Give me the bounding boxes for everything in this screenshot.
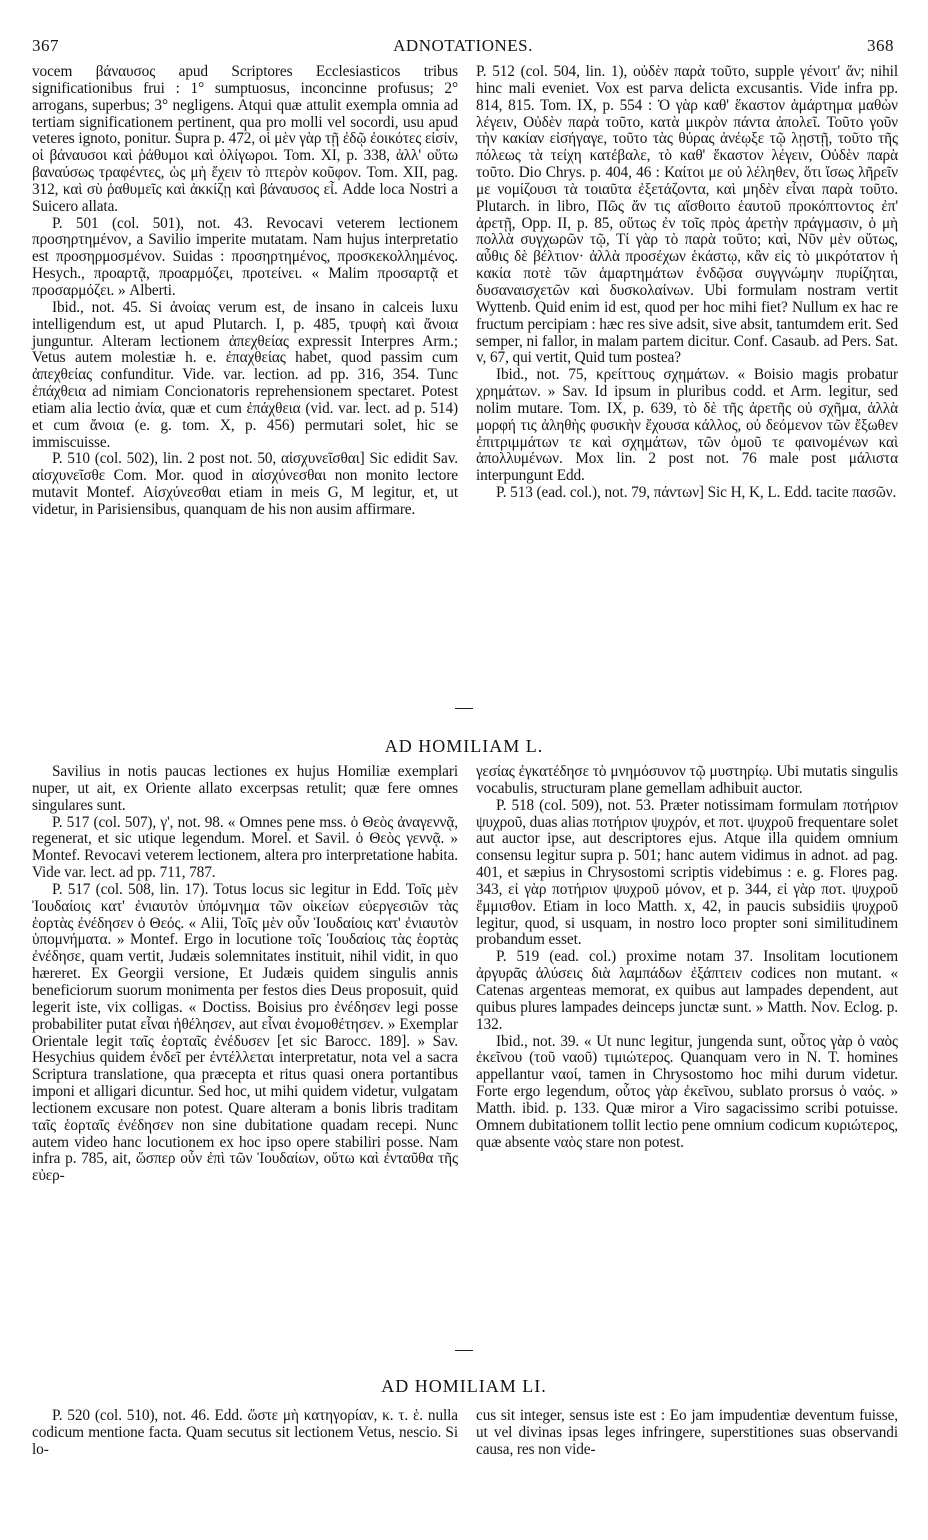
- section2-right-column: [476, 764, 898, 1151]
- paragraph: P. 519 (ead. col.) proxime notam 37. Insolitam locutionem ἀργυρᾶς ἁλύσεις διὰ λαμπάδων ἐξάπτειν codices non mutant. « Catenas argenteas memorat, ex quibus aut lampades dependent, aut quibus plures lampades deinceps junctæ sunt. » Matth. Nov. Eclog. p. 132.: [476, 948, 898, 1033]
- section-heading-homily-51: AD HOMILIAM LI.: [381, 1376, 547, 1396]
- section1-left-column: [32, 64, 458, 519]
- paragraph: P. 517 (col. 508, lin. 17). Totus locus sic legitur in Edd. Τοῖς μὲν Ἰουδαίοις κατ' ἐνιαυτὸν ὑπόμνημα τῶν οἰκείων εὐεργεσιῶν τὰς ἑορτὰς ἐνέδησεν ὁ Θεός. « Alii, Τοῖς μὲν οὖν Ἰουδαίοις κατ' ἐνιαυτὸν ὑπομνήματα. » Montef. Ergo in locutione τοῖς Ἰουδαίοις τὰς ἑορτὰς ἐνέδησε, quam vertit, Judæis solemnitates instituit, nihil vidit, in quo hæreret. Ex Georgii versione, Et Judæis quidem singulis annis beneficiorum suorum monimenta per festos dies Deus proposuit, quid legerit iste, vix colligas. « Doctiss. Boisius pro ἐνέδησεν legi posse probabiliter putat εἶναι ἠθέλησεν, aut εἶναι ἐνομοθέτησεν. » Exemplar Orientale legit ταῖς ἑορταῖς ἐνέδυσεν [et sic Barocc. 189]. » Sav. Hesychius quidem ἐνδεῖ per ἐντέλλεται interpretatur, nota vel a sacra Scriptura translatione, qua præcepta et ritus quasi onera portantibus imponi et alligari dicuntur. Sed hoc, ut mihi quidem videtur, vulgatam lectionem excusare non potest. Quare alteram a bonis libris traditam ταῖς ἑορταῖς ἐνέδησεν non sine dubitatione quadam recepi. Nunc autem video hanc locutionem ex hoc ipso opere stabiliri posse. Nam infra p. 785, ait, ὥσπερ οὖν ἐπὶ τῶν Ἰουδαίων, οὕτω καὶ ἐνταῦθα τῆς εὐερ-: [32, 880, 458, 1185]
- page-number-left: 367: [32, 36, 59, 55]
- paragraph: vocem βάναυσος apud Scriptores Ecclesiasticos tribus significationibus frui : 1° sumptuosus, inconcinne profusus; 2° arrogans, superbus; 3° negligens. Atqui quæ attulit exempla omnia ad tertiam significationem pertinent, qua pro molli vel socordi, usu apud veteres ignoto, ponitur. Supra p. 472, οἱ μὲν γὰρ τῇ ἐδῷ ἐοικότες εἰσίν, οἱ βάναυσοι καὶ ῥάθυμοι καὶ ὀλίγωροι. Tom. XI, p. 338, ἀλλ' οὕτω βαναύσως τραφέντες, ὡς μὴ ἔχειν τὸ πτερὸν κοῦφον. Tom. XII, pag. 312, καὶ σὺ ῥαθυμεῖς καὶ ἀκκίζῃ καὶ βάναυσος εἶ. Adde loca Nostri a Suicero allata.: [32, 63, 458, 215]
- section-heading-homily-50: AD HOMILIAM L.: [384, 736, 544, 756]
- paragraph: P. 501 (col. 501), not. 43. Revocavi veterem lectionem προσηρτημένον, a Savilio imperite mutatam. Nam hujus interpretatio est προσηρμοσμένον. Suidas : προσηρτημένος, προσκεκολλημένος. Hesych., προαρτᾷ, προαρμόζει, προτείνει. « Malim προσαρτᾷ et προσαρμόζει. » Alberti.: [32, 214, 458, 299]
- section-divider: [455, 1350, 473, 1351]
- running-title: ADNOTATIONES.: [393, 36, 533, 55]
- paragraph: P. 517 (col. 507), γ', not. 98. « Omnes pene mss. ὁ Θεὸς ἀναγεννᾷ, regenerat, et sic utique legendum. Morel. et Savil. ὁ Θεὸς γεννᾷ. » Montef. Revocavi veterem lectionem, altera pro interpretatione habita. Vide var. lect. ad pp. 711, 787.: [32, 813, 458, 882]
- section3-left-column: [32, 1408, 458, 1459]
- page-number-right: 368: [867, 36, 894, 55]
- paragraph: Ibid., not. 45. Si ἀνοίας verum est, de insano in calceis luxu intelligendum est, ut apud Plutarch. I, p. 485, τρυφὴ καὶ ἄνοια junguntur. Alteram lectionem ἀπεχθείας expressit Interpres Arm.; Vetus autem molestiæ h. e. ἐπαχθείας habet, quod passim cum ἀπεχθείας confunditur. Vide. var. lection. ad pp. 316, 354. Tunc ἐπάχθεια ad nimiam Concionatoris reprehensionem spectaret. Potest etiam alia lectio ἀνία, quæ et cum ἐπάχθεια (vid. var. lect. ad p. 514) et cum ἄνοια (e. g. tom. X, p. 456) permutari solet, hic se immiscuisse.: [32, 298, 458, 451]
- paragraph: Savilius in notis paucas lectiones ex hujus Homiliæ exemplari nuper, ut ait, ex Oriente allato excerpsas retulit; quæ fere omnes singulares sunt.: [32, 763, 458, 814]
- paragraph: Ibid., not. 75, κρείττους σχημάτων. « Boisio magis probatur χρημάτων. » Sav. Id ipsum in pluribus codd. et Arm. legitur, sed nolim mutare. Tom. IX, p. 639, τὸ δὲ τῆς ἀρετῆς οὐ σχῆμα, ἀλλὰ μορφή τις ἀληθὴς φυσικὴν ἔχουσα κάλλος, οὐ δεόμενον τῶν ἔξωθεν ἐπιτριμμάτων τε καὶ σχημάτων, τῶν ὁμοῦ τε φαινομένων καὶ ἀπολλυμένων. Mox lin. 2 post not. 76 male post μάλιστα interpungunt Edd.: [476, 366, 898, 485]
- section1-right-column: [476, 64, 898, 502]
- paragraph: γεσίας ἐγκατέδησε τὸ μνημόσυνον τῷ μυστηρίῳ. Ubi mutatis singulis vocabulis, structuram plane gemellam adhibuit auctor.: [476, 763, 898, 797]
- paragraph: Ibid., not. 39. « Ut nunc legitur, jungenda sunt, οὗτος γὰρ ὁ ναὸς ἐκεῖνου (τοῦ ναοῦ) τιμιώτερος. Quanquam vero in N. T. homines appellantur ναοί, tamen in Chrysostomo hoc mihi durum videtur. Forte ergo legendum, οὗτος γὰρ ἐκεῖνου, sublato prorsus ὁ ναός. » Matth. ibid. p. 133. Quæ miror a Viro sagacissimo scribi potuisse. Omnem dubitationem tollit lectio pene omnium codicum κυριώτερος, quæ absente ναὸς stare non potest.: [476, 1032, 898, 1151]
- paragraph: cus sit integer, sensus iste est : Eo jam impudentiæ deventum fuisse, ut vel divinas ipsas leges infringere, superstitiones suas observandi causa, res non vide-: [476, 1407, 898, 1458]
- paragraph: P. 520 (col. 510), not. 46. Edd. ὥστε μὴ κατηγορίαν, κ. τ. ἑ. nulla codicum mentione facta. Quam secutus sit lectionem Vetus, nescio. Si lo-: [32, 1407, 458, 1458]
- page-header: [32, 36, 894, 60]
- paragraph: P. 510 (col. 502), lin. 2 post not. 50, αἰσχυνεῖσθαι] Sic edidit Sav. αἰσχυνεῖσθε Com. Mor. quod in αἰσχύνεσθαι non monito lectore mutavit Montef. Αἰσχύνεσθαι etiam in meis G, M legitur, et, ut videtur, in Parisiensibus, quanquam de his non ausim affirmare.: [32, 450, 458, 518]
- paragraph: P. 512 (col. 504, lin. 1), οὐδὲν παρὰ τοῦτο, supple γένοιτ' ἄν; nihil hinc mali eveniet. Vox est parva delicta excusantis. Vide infra pp. 814, 815. Tom. IX, p. 554 : Ὁ γὰρ καθ' ἕκαστον ἁμάρτημα μαθὼν λέγειν, Οὐδὲν παρὰ τοῦτο, κατὰ μικρὸν πάντα ἀπολεῖ. Τοῦτο γοῦν τὴν κακίαν εἰσήγαγε, τοῦτο τὰς θύρας ἀνέῳξε τῷ λῃστῇ, τοῦτο τῆς πόλεως τὰ τείχη κατέβαλε, τὸ καθ' ἕκαστον λέγειν, Οὐδὲν παρὰ τοῦτο. Dio Chrys. p. 404, 46 : Καίτοι με οὐ λέληθεν, ὅτι ἴσως λῆρεῖν με νομίζουσι τὰ τοιαῦτα ἐξετάζοντα, καὶ μηδὲν εἶναι παρὰ τοῦτο. Plutarch. in libro, Πῶς ἄν τις αἴσθοιτο ἑαυτοῦ προκόπτοντος ἐπ' ἀρετῇ, Opp. II, p. 85, οὕτως ἐν τοῖς πρὸς ἀρετὴν πράγμασιν, ὁ μὴ πολλὰ συγχωρῶν τῷ, Τί γὰρ τὸ παρὰ τοῦτο; καὶ, Νῦν μὲν οὕτως, αὖθις δὲ βέλτιον· ἀλλὰ προσέχων ἑκάστῳ, κἂν εἰς τὸ μικρότατον ἡ κακία ποτὲ τῶν ἁμαρτημάτων ἐνδῷσα συγγνώμην πυρίζηται, δυσαναισχετῶν καὶ δυσκολαίνων. Ubi formulam nostram vertit Wyttenb. Quid enim id est, quod per hoc mihi fiet? Nullum ex hac re fructum percipiam : hæc res sive adsit, sive absit, tantumdem erit. Sed semper, ni fallor, in malam partem dicitur. Conf. Casaub. ad Pers. Sat. v, 67, qui vertit, Quid tum postea?: [476, 63, 898, 367]
- paragraph: P. 513 (ead. col.), not. 79, πάντων] Sic H, K, L. Edd. tacite πασῶν.: [496, 484, 897, 502]
- section3-right-column: [476, 1408, 898, 1459]
- section2-left-column: [32, 764, 458, 1185]
- section-divider: [455, 708, 473, 709]
- paragraph: P. 518 (col. 509), not. 53. Præter notissimam formulam ποτήριον ψυχροῦ, duas alias ποτήριον ψυχρόν, et ποτ. ψυχροῦ frequentare solet aut auctor ipse, aut descriptores ejus. Atque illa quidem omnium consensu legitur supra p. 501; hanc autem vidimus in adnot. ad pag. 401, et sæpius in Chrysostomi scriptis videbimus : e. g. Flores pag. 343, εἰ γὰρ ποτήριον ψυχροῦ μόνον, et p. 344, εἰ γὰρ ποτ. ψυχροῦ ἔμμισθον. Etiam in loco Matth. x, 42, in paucis subsidiis ψυχροῦ legitur, quod, si usquam, in nostro loco propter soni similitudinem probandum esset.: [476, 796, 898, 949]
